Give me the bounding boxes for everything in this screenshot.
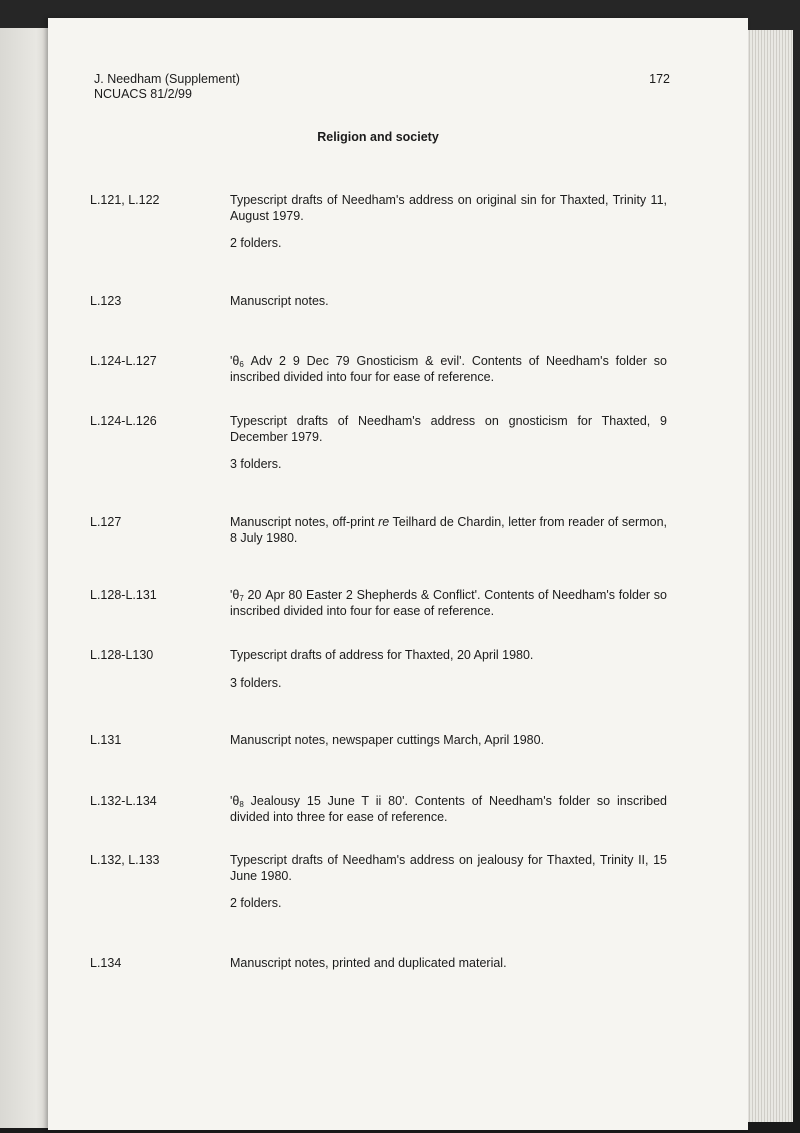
- entry-reference: L.127: [90, 515, 122, 529]
- entry-reference: L.132-L.134: [90, 794, 157, 808]
- entry-extent: 2 folders.: [230, 896, 282, 910]
- entry-extent: 3 folders.: [230, 675, 282, 690]
- entry-description: [230, 733, 667, 749]
- entry-extent: 2 folders.: [230, 236, 282, 250]
- catalogue-reference: NCUACS 81/2/99: [94, 87, 192, 101]
- subscript: 7: [239, 594, 244, 603]
- entry-description: [230, 354, 667, 385]
- section-title: Religion and society: [317, 130, 439, 144]
- entry-text: Typescript drafts of Needham's address on gnosticism for Thaxted, 9 December 1979.: [230, 414, 667, 444]
- entry-text: Manuscript notes, printed and duplicated material.: [230, 956, 507, 970]
- entry-reference: L.128-L.131: [90, 588, 157, 602]
- entry-description: [230, 588, 667, 619]
- entry-reference: L.131: [90, 733, 122, 747]
- entry-description: [230, 853, 667, 912]
- entry-reference: L.123: [90, 294, 122, 308]
- entry-description: [230, 414, 667, 473]
- entry-text: Typescript drafts of address for Thaxted, 20 April 1980.: [230, 648, 534, 662]
- text-part: Jealousy 15 June T ii 80'. Contents of Needham's folder so inscribed divided into three for ease of reference.: [230, 794, 667, 824]
- entry-description: [230, 193, 667, 252]
- entry-text: Manuscript notes.: [230, 294, 329, 308]
- entry-description: [230, 515, 667, 546]
- text-part: 20 Apr 80 Easter 2 Shepherds & Conflict'. Contents of Needham's folder so inscribed divided into four for ease of reference.: [230, 588, 667, 618]
- text-part: Manuscript notes, off-print: [230, 515, 379, 529]
- document-page: [48, 18, 748, 1130]
- entry-text: [230, 794, 667, 825]
- entry-reference: L.121, L.122: [90, 193, 160, 207]
- entry-text: Manuscript notes, newspaper cuttings March, April 1980.: [230, 733, 545, 747]
- subscript: 6: [239, 360, 244, 369]
- text-part: Teilhard de Chardin, letter from reader of sermon, 8 July 1980.: [230, 515, 667, 545]
- subscript: 8: [239, 800, 244, 809]
- page-number: 172: [649, 72, 670, 86]
- entry-reference: L.132, L.133: [90, 853, 160, 867]
- text-part: 'θ: [230, 588, 240, 602]
- previous-page-edge: [0, 28, 52, 1128]
- text-part: 'θ: [230, 794, 240, 808]
- entry-text: [230, 354, 667, 385]
- entry-description: [230, 648, 667, 691]
- entry-reference: L.134: [90, 956, 122, 970]
- entry-reference: L.128-L130: [90, 648, 154, 662]
- entry-text: Typescript drafts of Needham's address on jealousy for Thaxted, Trinity II, 15 June 1980.: [230, 853, 667, 883]
- page-header: [94, 72, 240, 102]
- entry-reference: L.124-L.127: [90, 354, 157, 368]
- collection-name: J. Needham (Supplement): [94, 72, 240, 86]
- entry-description: [230, 794, 667, 825]
- entry-reference: L.124-L.126: [90, 414, 157, 428]
- text-part: 'θ: [230, 354, 240, 368]
- text-part: Adv 2 9 Dec 79 Gnosticism & evil'. Contents of Needham's folder so inscribed divided into four for ease of reference.: [230, 354, 667, 384]
- entry-description: [230, 956, 667, 972]
- entry-text: [230, 588, 667, 619]
- italic-text: re: [378, 515, 390, 529]
- entry-text: [230, 515, 667, 546]
- entry-text: Typescript drafts of Needham's address on original sin for Thaxted, Trinity 11, August 1979.: [230, 193, 667, 223]
- entry-description: [230, 294, 667, 310]
- entry-extent: 3 folders.: [230, 457, 282, 471]
